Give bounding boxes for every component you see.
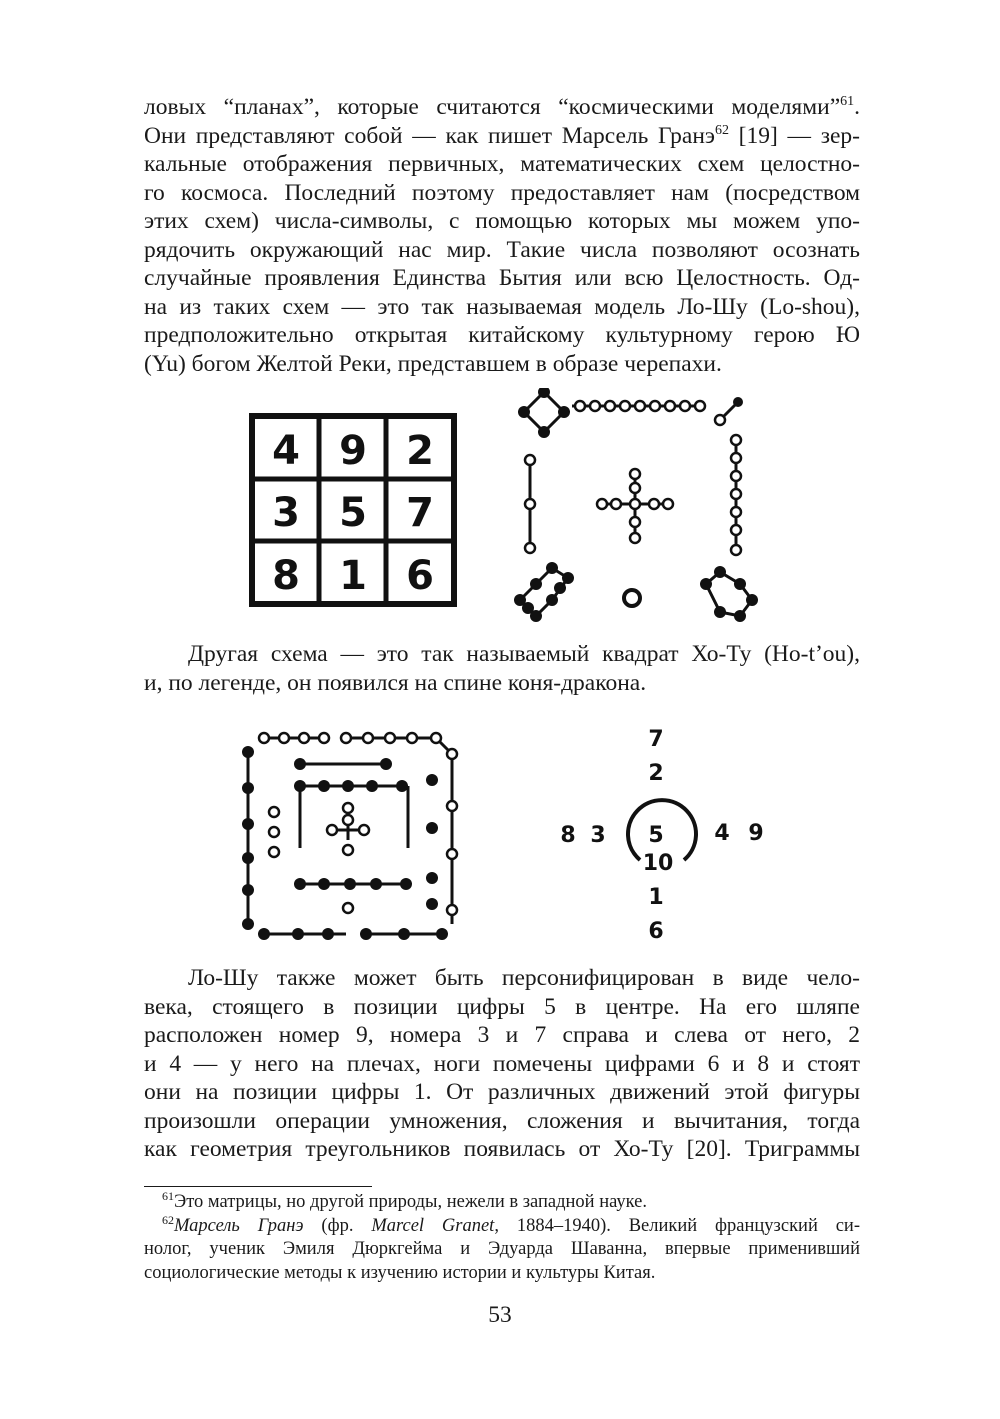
text-line [144, 122, 860, 151]
text-line: случайные проявления Единства Бытия или всю Целостность. Од- [144, 265, 860, 291]
text-line: они на позиции цифры 1. От различных движений этой фигуры [144, 1079, 860, 1105]
ho-tu-left-inner: 3 [590, 823, 606, 848]
paragraph-intro [144, 93, 860, 378]
footnote-text: Это матрицы, но другой природы, нежели в западной науке. [174, 1192, 647, 1212]
ho-tu-bottom-inner: 1 [648, 885, 664, 910]
text-line: века, стоящего в позиции цифры 5 в центре. На его шляпе [144, 993, 860, 1020]
footnote-number: 61 [162, 1189, 174, 1203]
footnote-ref-62: 62 [715, 122, 729, 138]
text-line-end: . [854, 94, 860, 120]
ho-tu-top-outer: 7 [648, 727, 664, 752]
footnote-number: 62 [162, 1212, 174, 1227]
cell-7: 7 [406, 490, 434, 536]
footnote-line: социологические методы к изучению истории и культуры Китая. [144, 1262, 656, 1283]
ho-tu-center: 5 [648, 823, 664, 848]
text-line: Другая схема — это так называемый квадрат Хо-Ту (Ho-t’ou), [188, 641, 860, 667]
cell-3: 3 [272, 490, 300, 536]
ho-tu-right-outer: 9 [748, 821, 764, 846]
ho-tu-center-lower: 10 [642, 851, 674, 876]
page-number: 53 [488, 1302, 512, 1328]
text-line: (Yu) богом Желтой Реки, представшем в образе черепахи. [144, 350, 722, 377]
footnote-61 [144, 1191, 860, 1215]
footnote-line: нолог, ученик Эмиля Дюркгейма и Эдуарда Шаванна, впервые применивший [144, 1239, 860, 1259]
cell-5: 5 [339, 490, 367, 536]
footnote-divider [144, 1186, 372, 1187]
text-line: на из таких схем — это так называемая модель Ло-Шу (Lo-shou), [144, 293, 860, 320]
footnotes [144, 1191, 860, 1285]
text-line-content: ловых “планах”, которые считаются “космическими моделями” [144, 94, 841, 120]
text-line: Ло-Шу также может быть персонифицирован в виде чело- [188, 965, 860, 991]
text-line-content: Они представляют собой — как пишет Марсель Гранэ [144, 122, 715, 149]
cell-6: 6 [406, 553, 434, 599]
footnote-text: , 1884–1940). Великий французский си- [494, 1215, 860, 1236]
cell-9: 9 [339, 428, 367, 474]
text-line: расположен номер 9, номера 3 и 7 справа и слева от него, 2 [144, 1022, 860, 1048]
lo-shu-magic-square [246, 410, 460, 610]
ho-tu-square-diagram [236, 728, 468, 944]
paragraph-lo-shu-person [144, 964, 860, 1164]
text-line-end: [19] — зер- [729, 122, 860, 149]
text-line: произошли операции умножения, сложения и вычитания, тогда [144, 1107, 860, 1134]
footnote-ref-61: 61 [840, 94, 855, 109]
text-line: и 4 — у него на плечах, ноги помечены цифрами 6 и 8 и стоят [144, 1050, 860, 1077]
paragraph-ho-tu [144, 640, 860, 697]
text-line: и, по легенде, он появился на спине коня-дракона. [144, 669, 647, 696]
text-line: кальные отображения первичных, математических схем целостно- [144, 151, 860, 177]
cell-1: 1 [339, 553, 367, 599]
lo-shu-dot-diagram [508, 388, 770, 628]
ho-tu-left-outer: 8 [560, 823, 576, 848]
text-line: как геометрия треугольников появилась от Хо-Ту [20]. Триграммы [144, 1136, 860, 1162]
cell-8: 8 [272, 553, 300, 599]
text-line: рядочить окружающий нас мир. Такие числа позволяют осознать [144, 236, 860, 263]
footnote-62 [144, 1212, 860, 1239]
text-line: предположительно открытая китайскому культурному герою Ю [144, 322, 860, 348]
ho-tu-top-inner: 2 [648, 761, 664, 786]
ho-tu-number-diagram [552, 720, 782, 948]
footnote-author-name: Марсель Гранэ [174, 1215, 304, 1236]
cell-4: 4 [272, 428, 300, 474]
text-line: этих схем) числа-символы, с помощью которых мы можем упо- [144, 208, 860, 234]
ho-tu-right-inner: 4 [714, 821, 730, 846]
cell-2: 2 [406, 428, 434, 474]
footnote-text: (фр. [303, 1215, 372, 1236]
footnote-latin-name: Marcel Granet [371, 1215, 495, 1236]
text-line: го космоса. Последний поэтому предоставляет нам (посредством [144, 179, 860, 206]
text-line [144, 93, 860, 122]
ho-tu-bottom-outer: 6 [648, 919, 664, 944]
